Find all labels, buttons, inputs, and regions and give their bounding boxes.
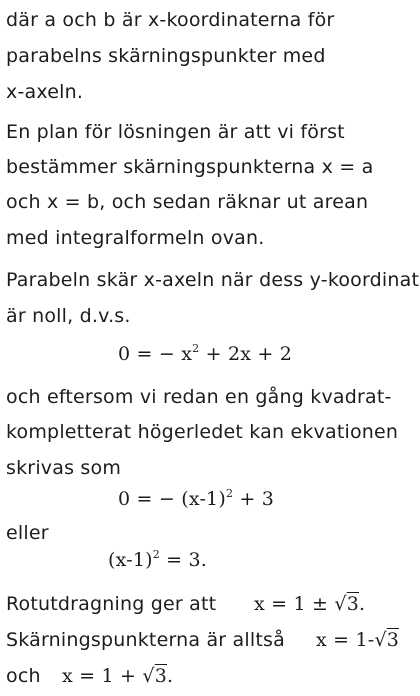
text-line: skrivas som (6, 457, 122, 479)
text-line: Parabeln skär x-axeln när dess y-koordinat (6, 269, 420, 291)
text-line: parabelns skärningspunkter med (6, 45, 326, 67)
text-line: och x = b, och sedan räknar ut arean (6, 191, 369, 213)
equation-2: 0 = − $(x-1)^2 + 3$ (118, 487, 275, 510)
text-line: där a och b är x-koordinaterna för (6, 9, 335, 31)
text-line: kompletterat högerledet kan ekvationen (6, 421, 399, 443)
equation-3: $(x-1)^2 = 3$. (108, 548, 208, 571)
root-expression: x = 1 ± √3. (254, 593, 366, 615)
text-line: och x = 1 + √3. (6, 665, 174, 687)
text-line: Rotutdragning ger att x = 1 ± √3. (6, 593, 366, 615)
text-line: x-axeln. (6, 81, 84, 103)
text-line: är noll, d.v.s. (6, 305, 131, 327)
text-line: med integralformeln ovan. (6, 227, 265, 249)
text-line: eller (6, 522, 49, 544)
text-line: En plan för lösningen är att vi först (6, 121, 345, 143)
text-line: och eftersom vi redan en gång kvadrat- (6, 386, 392, 408)
text-line: Skärningspunkterna är alltså x = 1-√3 (6, 629, 400, 651)
x2-expression: x = 1 + √3. (62, 665, 174, 687)
text-line: bestämmer skärningspunkterna x = a (6, 156, 374, 178)
equation-1: 0 = − $x^2 + 2x + 2$ (118, 342, 293, 365)
x1-expression: x = 1-√3 (316, 629, 400, 651)
